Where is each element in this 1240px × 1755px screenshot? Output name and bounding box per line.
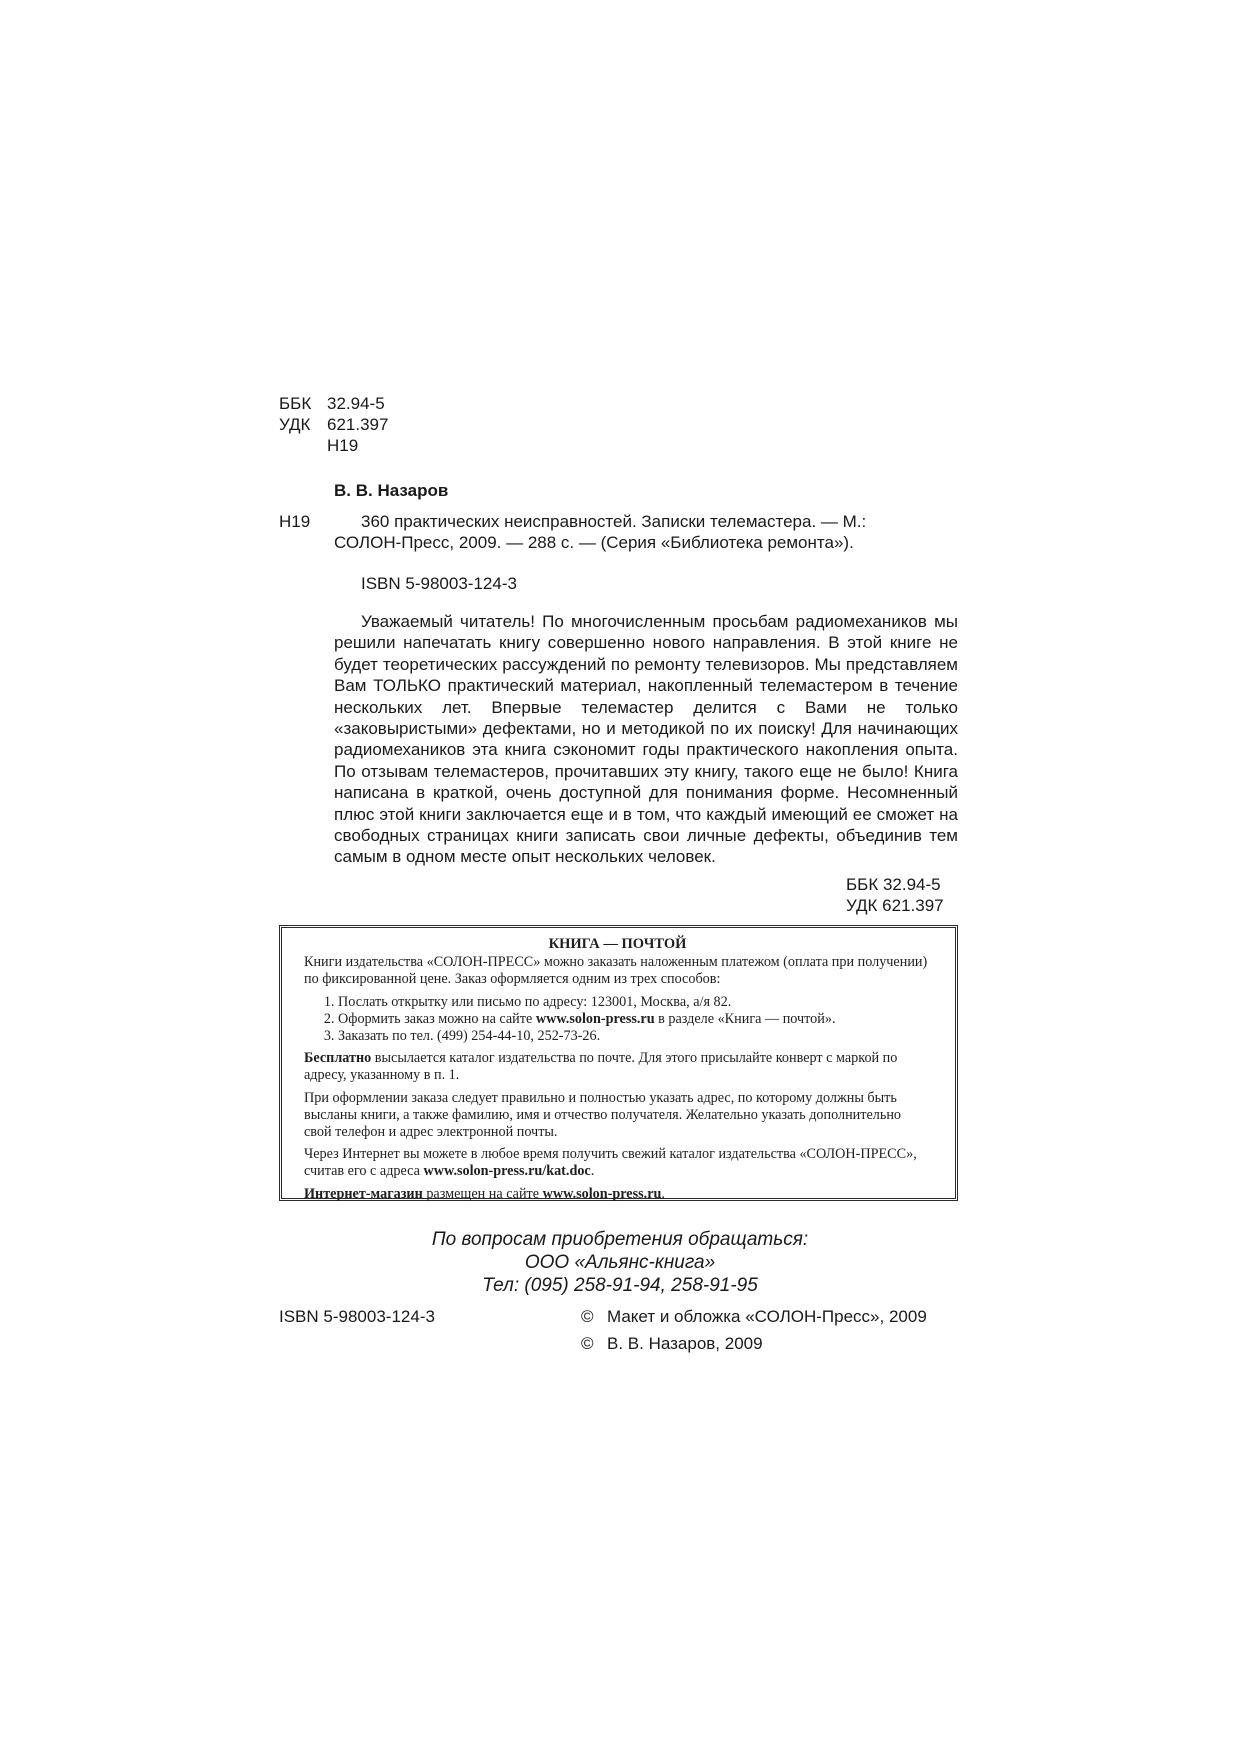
- bbk-label: ББК: [279, 394, 312, 413]
- bibliographic-code: Н19: [279, 512, 311, 531]
- free-catalog-note: Бесплатно высылается каталог издательства по почте. Для этого присылайте конверт с маркой по адресу, указанному в п. 1.: [304, 1050, 898, 1084]
- classification-block: [279, 393, 388, 456]
- order-by-mail-box: [279, 925, 958, 1201]
- bibliographic-line-1: 360 практических неисправностей. Записки телемастера. — М.:: [361, 512, 867, 531]
- contacts-line-1: По вопросам приобретения обращаться:: [431, 1229, 809, 1250]
- contacts-phone: Тел: (095) 258-91-94, 258-91-95: [482, 1275, 758, 1296]
- copyright-block: [581, 1306, 927, 1360]
- bbk-right: ББК 32.94-5: [846, 875, 941, 894]
- copyright-icon: ©: [581, 1307, 594, 1326]
- order-ways-list: [304, 994, 931, 1046]
- udk-label: УДК: [279, 415, 311, 434]
- order-way-3: 3. Заказать по тел. (499) 254-44-10, 252-73-26.: [338, 1028, 931, 1045]
- contacts-block: [340, 1228, 900, 1297]
- internet-catalog-note: Через Интернет вы можете в любое время получить свежий каталог издательства «СОЛОН-ПРЕСС», считав его с адреса www.solon-press.ru/kat.doc.: [304, 1146, 917, 1180]
- udk-row: [279, 414, 388, 435]
- author-name: В. В. Назаров: [334, 481, 449, 500]
- bibliographic-record: [279, 511, 962, 553]
- shop-link[interactable]: www.solon-press.ru: [542, 1185, 662, 1202]
- isbn-top: ISBN 5-98003-124-3: [361, 574, 517, 593]
- isbn-bottom: ISBN 5-98003-124-3: [279, 1307, 435, 1326]
- order-way-2: 2. Оформить заказ можно на сайте www.solon-press.ru в разделе «Книга — почтой».: [338, 1011, 931, 1028]
- bbk-row: [279, 393, 388, 414]
- contacts-company: ООО «Альянс-книга»: [524, 1252, 716, 1273]
- author-sign-row: [279, 435, 388, 456]
- internet-shop-note: Интернет-магазин размещен на сайте www.solon-press.ru.: [304, 1185, 665, 1202]
- bbk-value: 32.94-5: [327, 394, 385, 413]
- copyright-icon: ©: [581, 1334, 594, 1353]
- copyright-line-2: В. В. Назаров, 2009: [607, 1334, 763, 1353]
- catalog-link[interactable]: www.solon-press.ru/kat.doc: [423, 1163, 591, 1180]
- udk-right: УДК 621.397: [846, 896, 944, 915]
- order-box-heading: КНИГА — ПОЧТОЙ: [548, 936, 687, 952]
- annotation-paragraph: Уважаемый читатель! По многочисленным просьбам радиомехаников мы решили напечатать книгу совершенно нового направления. В этой книге не будет теоретических рассуждений по ремонту телевизоров. Мы представляем Вам ТОЛЬКО практический материал, накопленный телемастером в течение нескольких лет. Впервые телемастер делится с Вами не только «заковыристыми» дефектами, но и методикой по их поиску! Для начинающих радиомехаников эта книга сэкономит годы практического накопления опыта. По отзывам телемастеров, прочитавших эту книгу, такого еще не было! Книга написана в краткой, очень доступной для понимания форме. Несомненный плюс этой книги заключается еще и в том, что каждый имеющий ее сможет на свободных страницах книги записать свои личные дефекты, объединив тем самым в одном месте опыт нескольких человек.: [334, 612, 958, 867]
- site-link[interactable]: www.solon-press.ru: [535, 1010, 655, 1027]
- author-sign: Н19: [327, 436, 359, 455]
- order-instructions: При оформлении заказа следует правильно и полностью указать адрес, по которому должны быть высланы книги, а также фамилию, имя и отчество получателя. Желательно указать дополнительно свой телефон и адрес электронной почты.: [304, 1089, 902, 1141]
- copyright-row-1: [581, 1306, 927, 1327]
- udk-value: 621.397: [327, 415, 389, 434]
- bibliographic-line-2: СОЛОН-Пресс, 2009. — 288 с. — (Серия «Библиотека ремонта»).: [334, 533, 854, 552]
- copyright-row-2: [581, 1333, 927, 1354]
- classification-right: [846, 874, 958, 916]
- copyright-line-1: Макет и обложка «СОЛОН-Пресс», 2009: [607, 1307, 927, 1326]
- order-way-1: 1. Послать открытку или письмо по адресу: 123001, Москва, а/я 82.: [338, 994, 931, 1011]
- order-box-intro: Книги издательства «СОЛОН-ПРЕСС» можно заказать наложенным платежом (оплата при получении) по фиксированной цене. Заказ оформляется одним из трех способов:: [304, 954, 928, 988]
